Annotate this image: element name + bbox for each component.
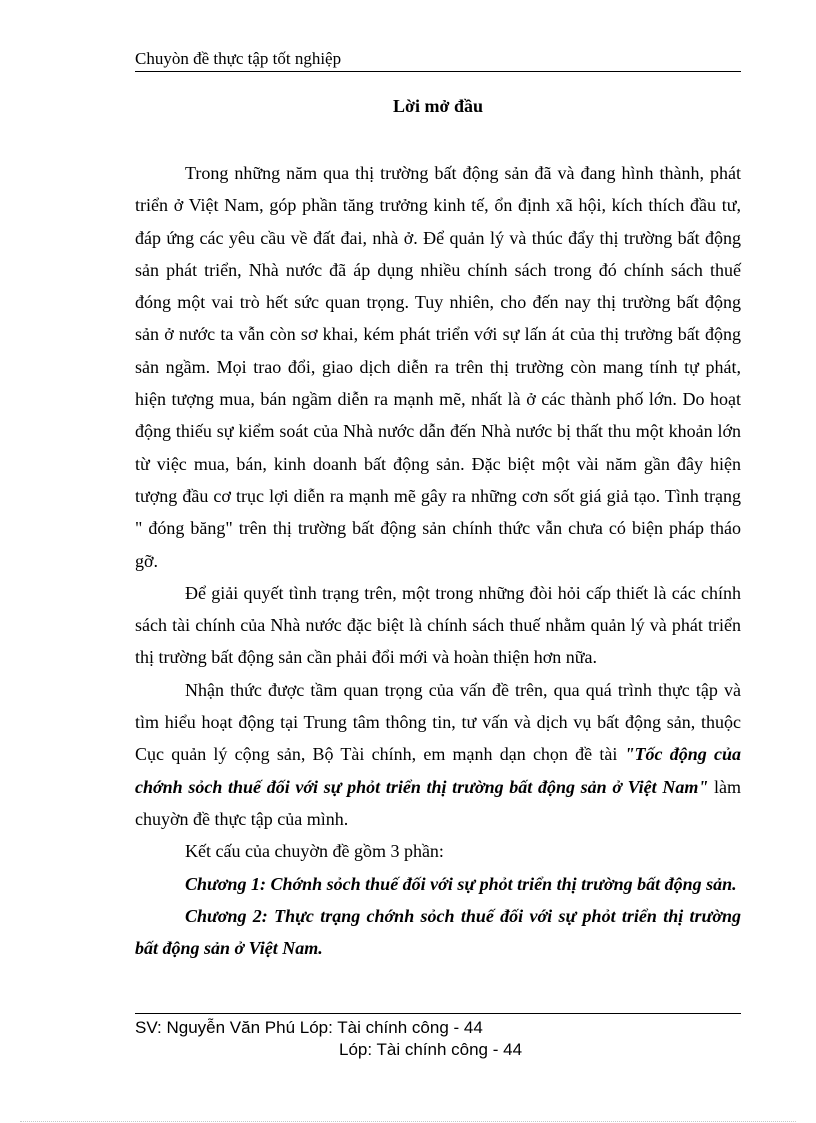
footer-student-line: SV: Nguyễn Văn Phú Lóp: Tài chính công - 44 — [135, 1018, 483, 1037]
paragraph-3-outro: làm chuyờn đề thực tập của mình. — [135, 776, 742, 829]
chapter-2: Chương 2: Thực trạng chớnh sỏch thuế đối với sự phỏt triển thị trường bất động sản ở Việt Nam. — [135, 905, 741, 959]
page-title: Lời mở đầu — [393, 96, 483, 116]
body-text — [135, 157, 741, 964]
paragraph-3 — [135, 674, 741, 835]
paragraph-4: Kết cấu của chuyờn đề gồm 3 phần: — [185, 841, 444, 862]
page-edge-divider — [20, 1121, 796, 1122]
running-header: Chuyòn đề thực tập tốt nghiệp — [135, 49, 342, 68]
footer-class-line: Lóp: Tài chính công - 44 — [339, 1040, 523, 1059]
thesis-topic: "Tốc động của chớnh sỏch thuế đối với sự phỏt triển thị trường bất động sản ở Việt Nam" — [135, 744, 741, 797]
paragraph-1: Trong những năm qua thị trường bất động sản đã và đang hình thành, phát triển ở Việt Nam, góp phần tăng trưởng kinh tế, ổn định xã hội, kích thích đầu tư, đáp ứng các yêu cầu về đất đai, nhà ở. Để quản lý và thúc đẩy thị trường bất động sản phát triển, Nhà nước đã áp dụng nhiều chính sách trong đó chính sách thuế đóng một vai trò hết sức quan trọng. Tuy nhiên, cho đến nay thị trường bất động sản ở nước ta vẫn còn sơ khai, kém phát triển với sự lấn át của thị trường bất động sản ngầm. Mọi trao đổi, giao dịch diễn ra trên thị trường còn mang tính tự phát, hiện tượng mua, bán ngầm diễn ra mạnh mẽ, nhất là ở các thành phố lớn. Do hoạt động thiếu sự kiểm soát của Nhà nước dẫn đến Nhà nước bị thất thu một khoản lớn từ việc mua, bán, kinh doanh bất động sản. Đặc biệt một vài năm gần đây hiện tượng đầu cơ trục lợi diễn ra mạnh mẽ gây ra những cơn sốt giá giả tạo. Tình trạng " đóng băng" trên thị trường bất động sản chính thức vẫn chưa có biện pháp tháo gỡ. — [135, 163, 741, 571]
header-divider — [135, 71, 741, 72]
paragraph-3-intro: Nhận thức được tầm quan trọng của vấn đề trên, qua quá trình thực tập và tìm hiểu hoạt động tại Trung tâm thông tin, tư vấn và dịch vụ bất động sản, thuộc Cục quản lý cộng sản, Bộ Tài chính, em mạnh dạn chọn đề tài — [135, 679, 741, 765]
chapter-1: Chương 1: Chớnh sỏch thuế đối với sự phỏt triển thị trường bất động sản. — [185, 873, 737, 894]
paragraph-2: Để giải quyết tình trạng trên, một trong những đòi hỏi cấp thiết là các chính sách tài chính của Nhà nước đặc biệt là chính sách thuế nhằm quản lý và phát triển thị trường bất động sản cần phải đổi mới và hoàn thiện hơn nữa. — [135, 582, 741, 668]
footer-divider — [135, 1013, 741, 1014]
